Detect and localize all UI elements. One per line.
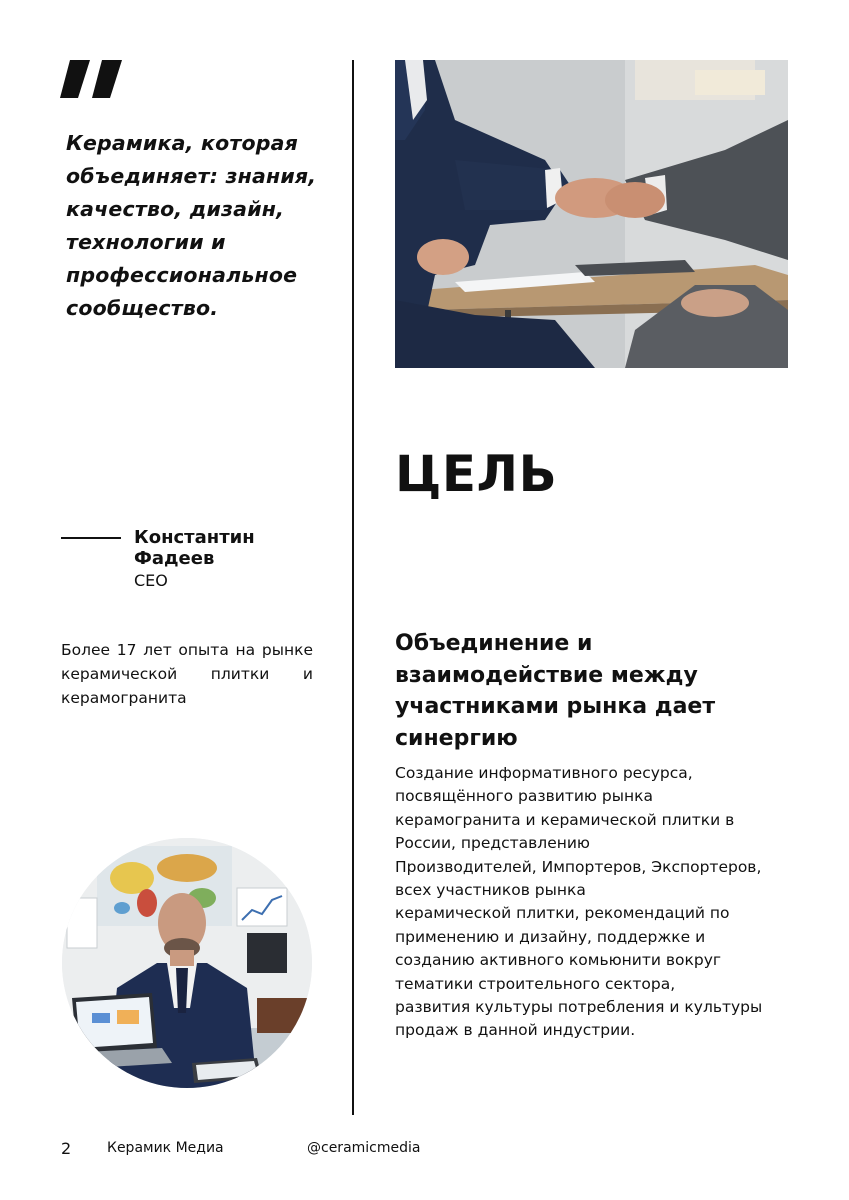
goal-body-line: керамической плитки, рекомендаций по (395, 904, 730, 923)
quote-text: Керамика, которая объединяет: знания, качество, дизайн, технологии и профессиональное сообщество. (66, 131, 317, 320)
author-accent-line (61, 537, 121, 539)
goal-body-line: Создание информативного ресурса, (395, 764, 693, 782)
goal-body-line: керамогранита и керамической плитки в (395, 810, 735, 829)
goal-body-line: продаж в данной индустрии. (395, 1021, 636, 1040)
column-divider (352, 60, 354, 1115)
goal-body-line: применению и дизайну, поддержке и (395, 927, 706, 946)
quote-mark-icon (60, 60, 124, 100)
footer-social-handle[interactable]: @ceramicmedia (307, 1140, 421, 1156)
goal-body-line: созданию активного комьюнити вокруг (395, 951, 722, 970)
handshake-photo (395, 60, 788, 368)
author-experience: Более 17 лет опыта на рынке керамической плитки и керамогранита (61, 641, 313, 707)
goal-subheading: Объединение и взаимодействие между участниками рынка дает синергию (395, 631, 716, 751)
goal-heading: ЦЕЛЬ (395, 445, 558, 503)
ceo-portrait-photo (62, 838, 312, 1088)
goal-body-line: тематики строительного сектора, (395, 974, 676, 993)
goal-body-text (395, 762, 785, 1043)
goal-body-line: Производителей, Импортеров, Экспортеров, (395, 857, 762, 876)
goal-body-line: России, представлению (395, 834, 590, 853)
author-name: Константин Фадеев (134, 527, 255, 569)
goal-body-line: посвящённого развитию рынка (395, 787, 653, 806)
footer-brand: Керамик Медиа (107, 1140, 224, 1156)
goal-body-line: развития культуры потребления и культуры (395, 998, 763, 1017)
author-role: CEO (134, 571, 168, 590)
page-number: 2 (61, 1139, 72, 1158)
goal-body-line: всех участников рынка (395, 881, 586, 900)
